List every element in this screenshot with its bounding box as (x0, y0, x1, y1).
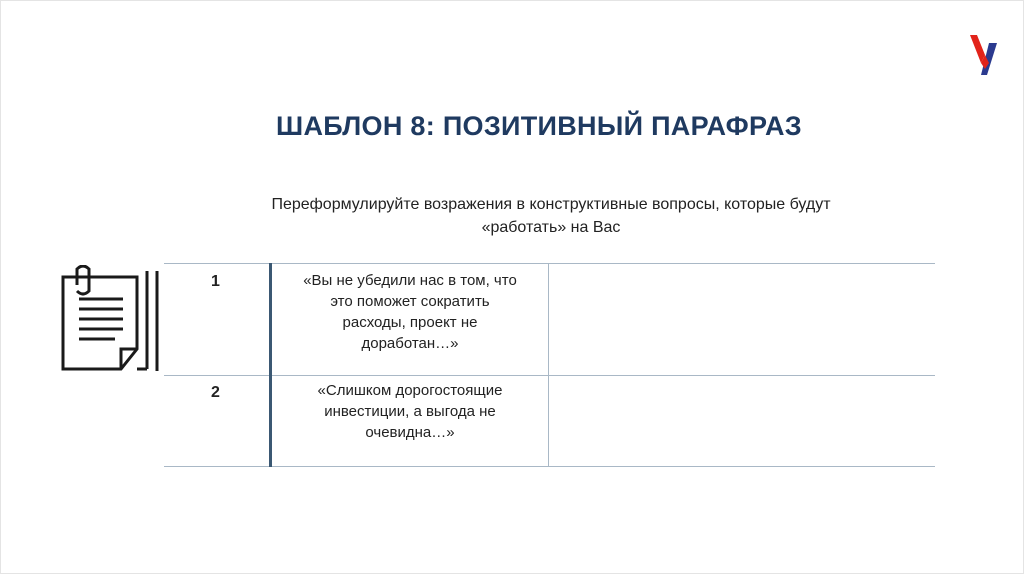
objection-cell (279, 380, 541, 443)
objection-line: доработан…» (361, 335, 459, 352)
objection-line: «Вы не убедили нас в том, что (303, 272, 517, 289)
objection-cell (279, 270, 541, 354)
table-bottom-border (164, 466, 935, 467)
objection-line: это поможет сократить (330, 293, 490, 310)
table-top-border (164, 263, 935, 264)
document-clip-icon (59, 265, 163, 375)
table-column-divider (548, 263, 549, 467)
objection-line: «Слишком дорогостоящие (317, 382, 503, 399)
table-column-divider-thick (269, 263, 272, 467)
subtitle-line-2: «работать» на Вас (481, 219, 621, 236)
objection-line: очевидна…» (365, 424, 455, 441)
objection-line: расходы, проект не (342, 314, 478, 331)
subtitle-line-1: Переформулируйте возражения в конструктивные вопросы, которые будут (271, 196, 831, 213)
response-cell[interactable] (551, 265, 933, 373)
slide-title: ШАБЛОН 8: ПОЗИТИВНЫЙ ПАРАФРАЗ (276, 111, 802, 141)
table-row-number: 2 (211, 384, 220, 401)
objection-line: инвестиции, а выгода не (324, 403, 496, 420)
brand-logo-mark (967, 29, 1003, 79)
slide-subtitle (201, 193, 901, 239)
response-cell[interactable] (551, 377, 933, 464)
table-row-divider (164, 375, 935, 376)
table-row-number: 1 (211, 273, 220, 290)
